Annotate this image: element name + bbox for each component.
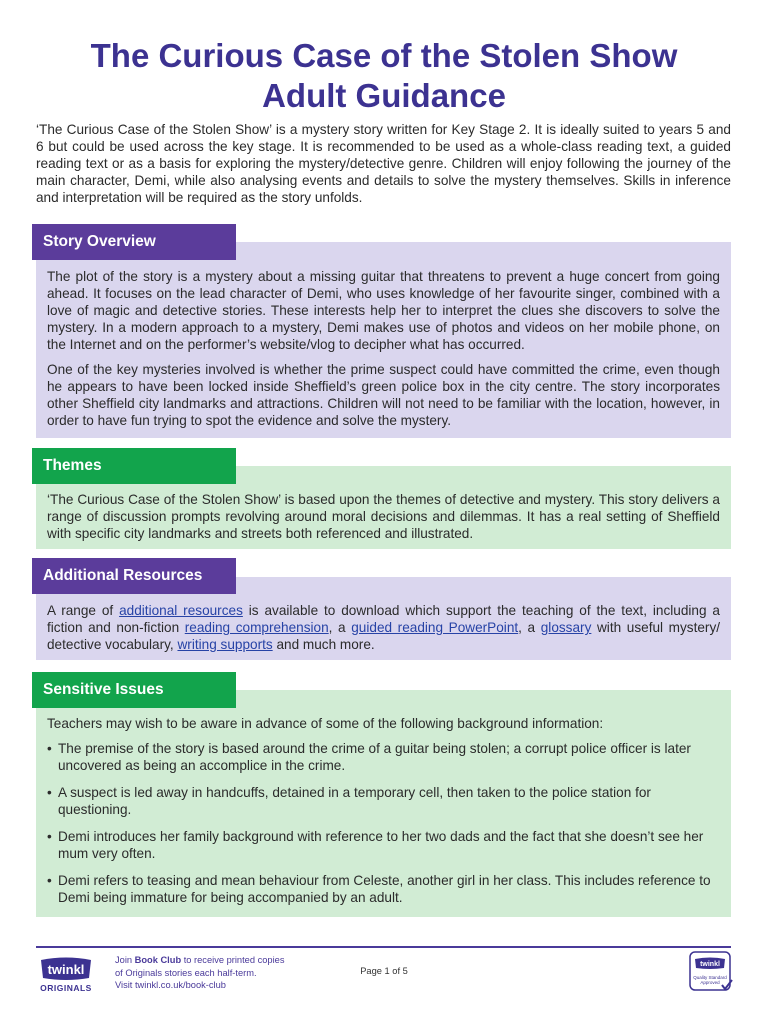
- additional-resources-heading: Additional Resources: [32, 558, 236, 594]
- themes-heading: Themes: [32, 448, 236, 484]
- intro-paragraph: ‘The Curious Case of the Stolen Show’ is a mystery story written for Key Stage 2. It is ideally suited to years 5 and 6 but could be used across the key stage. It is recommended to be used as a whole-class reading text, a guided reading text or as a basis for exploring the mystery/detective genre. Children will enjoy following the journey of the main character, Demi, while also analysing events and details to solve the mystery themselves. Skills in inference and interpretation will be required as the story unfolds.: [36, 122, 731, 205]
- book-club-line-1: [115, 954, 325, 967]
- sensitive-issues-list: [47, 740, 720, 906]
- list-item: [47, 872, 720, 906]
- story-overview-heading: Story Overview: [32, 224, 236, 260]
- document-title: [0, 36, 768, 116]
- story-overview-box: [36, 242, 731, 438]
- sensitive-issues-box: [36, 690, 731, 917]
- book-club-line-1-rest: to receive printed copies: [181, 955, 285, 965]
- sensitive-issues-heading: Sensitive Issues: [32, 672, 236, 708]
- quality-standard-badge: [689, 951, 733, 993]
- list-item-text: A suspect is led away in handcuffs, detained in a temporary cell, then taken to the police station for questioning.: [58, 785, 651, 817]
- resources-text-3: , a: [328, 620, 352, 635]
- book-club-line-3: Visit twinkl.co.uk/book-club: [115, 980, 226, 990]
- page-number: Page 1 of 5: [360, 966, 408, 976]
- list-item: [47, 784, 720, 818]
- story-overview-para-1: The plot of the story is a mystery about a missing guitar that threatens to prevent a huge concert from going ahead. It focuses on the lead character of Demi, who uses knowledge of her favourite singer, combined with a love of magic and detective stories. These interests help her to interpret the clues she discovers to solve the mystery. In a modern approach to a mystery, Demi makes use of photos and videos on her mobile phone, on the Internet and on the performer’s website/vlog to decipher what has occurred.: [47, 269, 720, 352]
- join-text: Join: [115, 955, 135, 965]
- book-club-line-2: of Originals stories each half-term.: [115, 967, 257, 978]
- resources-text-5: with useful mystery/ detective vocabulary,: [47, 620, 721, 652]
- logo-sub-text: ORIGINALS: [40, 983, 92, 993]
- title-line-1: The Curious Case of the Stolen Show: [90, 37, 678, 74]
- title-line-2: Adult Guidance: [262, 77, 506, 114]
- resources-text-4: , a: [518, 620, 541, 635]
- reading-comprehension-link[interactable]: reading comprehension: [184, 620, 329, 635]
- resources-text-2: is available to download which support the teaching of the text, including a fiction and non-fiction: [47, 603, 720, 635]
- themes-para: ‘The Curious Case of the Stolen Show’ is based upon the themes of detective and mystery. This story delivers a range of discussion prompts revolving around moral decisions and dilemmas. It has a real setting of Sheffield with specific city landmarks and streets both referenced and illustrated.: [47, 492, 720, 541]
- list-item: [47, 740, 720, 774]
- twinkl-originals-logo: [37, 956, 95, 994]
- book-club-label: Book Club: [134, 955, 182, 965]
- bullet-icon: •: [47, 785, 52, 800]
- sensitive-issues-intro: Teachers may wish to be aware in advance of some of the following background information:: [47, 716, 604, 731]
- additional-resources-para: [47, 602, 720, 653]
- writing-supports-link[interactable]: writing supports: [177, 637, 273, 652]
- list-item-text: The premise of the story is based around the crime of a guitar being stolen; a corrupt police officer is later uncovered as being an accomplice in the crime.: [58, 741, 691, 773]
- glossary-link[interactable]: glossary: [540, 620, 592, 635]
- badge-brand-text: twinkl: [700, 961, 720, 968]
- badge-text-1: Quality Standard: [693, 975, 727, 980]
- resources-text-6: and much more.: [272, 637, 375, 652]
- bullet-icon: •: [47, 873, 52, 888]
- guided-reading-powerpoint-link[interactable]: guided reading PowerPoint: [351, 620, 519, 635]
- resources-text-1: A range of: [47, 603, 120, 618]
- logo-brand-text: twinkl: [47, 962, 85, 977]
- list-item: [47, 828, 720, 862]
- additional-resources-link[interactable]: additional resources: [119, 603, 243, 618]
- list-item-text: Demi refers to teasing and mean behaviour from Celeste, another girl in her class. This includes reference to Demi being immature for being accompanied by an adult.: [58, 873, 711, 905]
- footer-divider: [36, 946, 731, 948]
- book-club-text: [115, 954, 325, 992]
- list-item-text: Demi introduces her family background with reference to her two dads and the fact that she doesn’t see her mum very often.: [58, 829, 704, 861]
- bullet-icon: •: [47, 741, 52, 756]
- bullet-icon: •: [47, 829, 52, 844]
- story-overview-para-2: One of the key mysteries involved is whether the prime suspect could have committed the crime, even though he appears to have been locked inside Sheffield’s green police box in the city centre. The story incorporates other Sheffield city landmarks and attractions. Children will not need to be familiar with the location, however, in order to have fun trying to spot the evidence and solve the mystery.: [47, 362, 720, 428]
- badge-text-2: Approved: [700, 980, 720, 985]
